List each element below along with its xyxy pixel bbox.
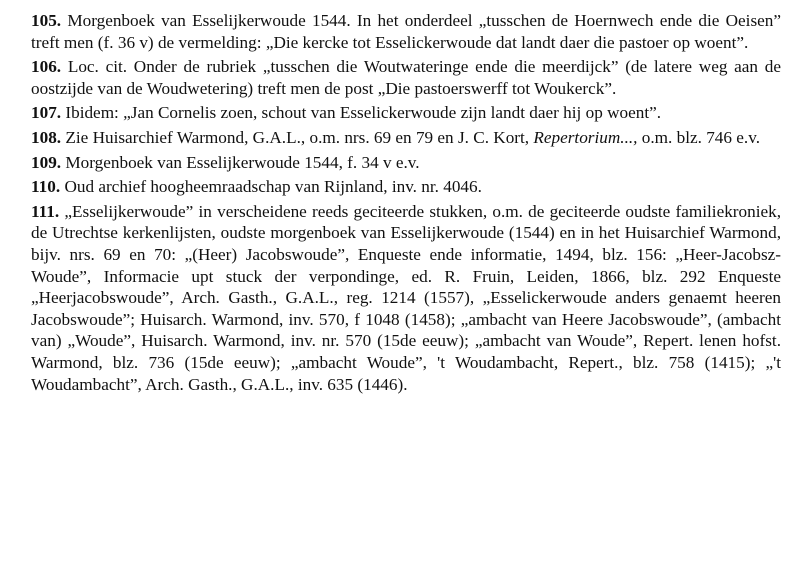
footnote-110 <box>31 176 781 198</box>
footnote-109 <box>31 152 781 174</box>
footnote-number: 108. <box>31 127 62 147</box>
footnote-text: Zie Huisarchief Warmond, G.A.L., o.m. nrs. 69 en 79 en J. C. Kort, <box>61 127 534 147</box>
footnote-107 <box>31 102 781 124</box>
footnote-text: Loc. cit. Onder de rubriek „tusschen die Woutwateringe ende die meerdijck” (de latere weg aan de oostzijde van de Woudwetering) treft men de post „Die pastoerswerff tot Woukerck”. <box>31 57 781 98</box>
footnote-italic-title: Repertorium..., <box>533 127 638 147</box>
footnote-number: 107. <box>31 103 62 123</box>
footnote-text: Morgenboek van Esselijkerwoude 1544. In het onderdeel „tusschen de Hoernwech ende die Oeisen” treft men (f. 36 v) de vermelding: „Die kercke tot Esselickerwoude dat landt daer die pastoer op woent”. <box>31 11 781 52</box>
footnote-105 <box>31 10 781 53</box>
footnote-text: Oud archief hoogheemraadschap van Rijnland, inv. nr. 4046. <box>60 177 482 197</box>
footnote-number: 110. <box>31 177 61 197</box>
footnote-text: Ibidem: „Jan Cornelis zoen, schout van Esselickerwoude zijn landt daer hij op woent”. <box>61 103 662 123</box>
footnotes-page <box>31 10 781 398</box>
footnote-number: 105. <box>31 11 62 30</box>
footnote-text: o.m. blz. 746 e.v. <box>637 127 760 147</box>
footnote-106 <box>31 56 781 99</box>
footnote-number: 109. <box>31 152 62 172</box>
footnote-text: „Esselijkerwoude” in verscheidene reeds geciteerde stukken, o.m. de geciteerde oudste familiekroniek, de Utrechtse kerkenlijsten, oudste morgenboek van Esselijkerwoude (1544) en in het Huisarchief Warmond, bijv. nrs. 69 en 70: „(Heer) Jacobswoude”, Enqueste ende informatie, 1494, blz. 156: „Heer-Jacobsz-Woude”, Informacie upt stuck der verpondinge, ed. R. Fruin, Leiden, 1866, blz. 292 Enqueste „Heerjacobswoude”, Arch. Gasth., G.A.L., reg. 1214 (1557), „Esselickerwoude anders genaemt heeren Jacobswoude”; Huisarch. Warmond, inv. 570, f 1048 (1458); „ambacht van Heere Jacobswoude”, (ambacht van) „Woude”, Huisarch. Warmond, inv. nr. 570 (15de eeuw); „ambacht van Woude”, Repert. lenen hofst. Warmond, blz. 736 (15de eeuw); „ambacht Woude”, 't Woudambacht, Repert., blz. 758 (1415); „'t Woudambacht”, Arch. Gasth., G.A.L., inv. 635 (1446). <box>31 201 781 394</box>
footnote-number: 106. <box>31 57 62 77</box>
footnote-111 <box>31 201 781 395</box>
footnote-number: 111. <box>31 201 60 221</box>
footnote-108 <box>31 127 781 149</box>
footnote-text: Morgenboek van Esselijkerwoude 1544, f. 34 v e.v. <box>61 152 420 172</box>
